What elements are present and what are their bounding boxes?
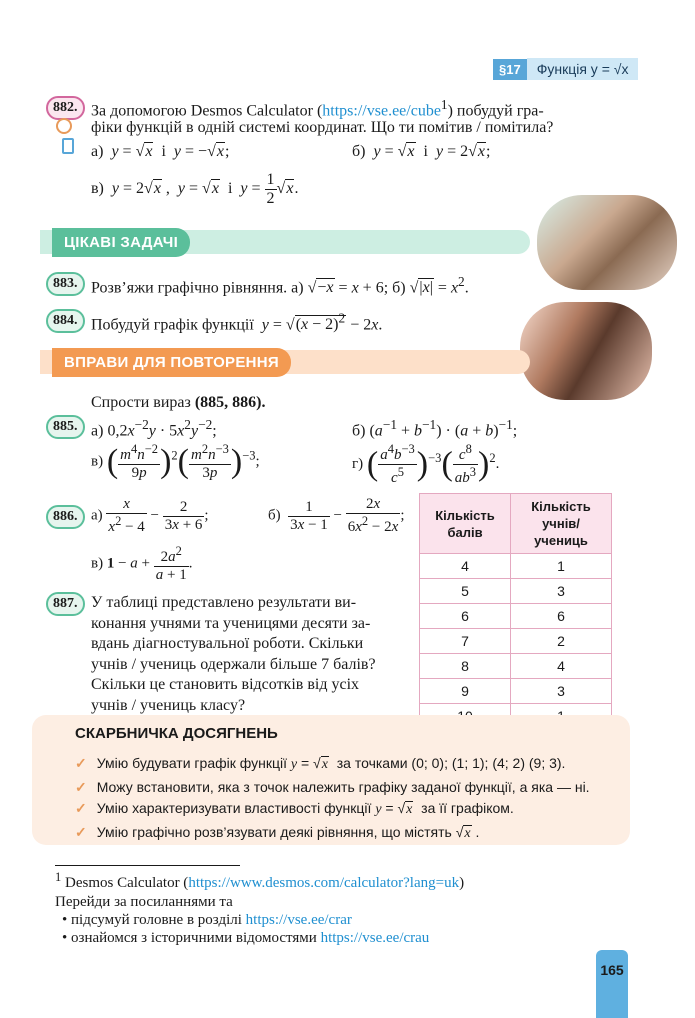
ex885-v: в) ( $\frac{m^4n^{-2}}{9p}$ )$^2$( $\frac{m^2n^{-3}}{3p}$ )$^{-3}$; [91,442,260,481]
table-row: 9 3 [420,679,612,704]
ex885-b: б) $(a^{-1} + b^{-1}) \cdot (a + b)^{-1}$; [352,417,518,440]
checkmark-icon: ✓ [75,755,87,771]
students-photo-2 [520,302,652,400]
ex886-a: а) $\frac{x}{x^2 - 4}$ − $\frac{2}{3x + 6}$ ; [91,496,209,535]
simplify-intro: Спрости вираз (885, 886). [91,394,266,411]
achievement-4: ✓ Умію графічно розв’язувати деякі рівняння, що містять √x . [75,824,480,841]
checkmark-icon: ✓ [75,800,87,816]
ex882-line1: За допомогою Desmos Calculator (https://vse.ee/cube$^1$) побудуй гра- [91,97,544,120]
achievements-title: СКАРБНИЧКА ДОСЯГНЕНЬ [75,725,278,742]
ex885-a: а) $0,2x^{-2}y \cdot 5x^2y^{-2}$; [91,417,217,440]
table-row: 7 2 [420,629,612,654]
links-item-2: • ознайомся з історичними відомостями https://vse.ee/crau [62,930,430,946]
ex882-b: б) y = √x і y = 2√x; [352,143,491,160]
exercise-number-883: 883. [46,272,85,296]
checkmark-icon: ✓ [75,779,87,795]
banner-review: ВПРАВИ ДЛЯ ПОВТОРЕННЯ [52,348,291,377]
footnote: $^1$ Desmos Calculator (https://www.desmos.com/calculator?lang=uk) [55,870,465,891]
ex882-v: в) y = 2√x , y = √x і y = $\frac{1}{2}$ √x. [91,171,299,207]
page-number: 165 [600,962,624,978]
desmos-link[interactable]: https://www.desmos.com/calculator?lang=uk [188,875,460,891]
exercise-number-885: 885. [46,415,85,439]
ex886-v: в) 1 − a + $\frac{2a^2}{a + 1}$ . [91,544,193,583]
ex882-a: а) y = √x і y = −√x; [91,143,230,160]
section-title: Функція y = √x [527,58,639,80]
ex883-text: Розв’яжи графічно рівняння. а) √−x = x + 6; б) $√|x| = x^2$. [91,274,469,297]
table-row: 5 3 [420,579,612,604]
scores-table [419,493,612,729]
section-header [493,58,638,80]
exercise-number-887: 887. [46,592,85,616]
ex882-line2: фіки функцій в одній системі координат. Що ти помітив / помітила? [91,119,554,136]
cube-link[interactable]: https://vse.ee/cube [322,102,441,120]
achievement-2: ✓ Можу встановити, яка з точок належить графіку заданої функції, а яка — ні. [75,779,590,795]
links-item-1: • підсумуй головне в розділі https://vse.ee/crar [62,912,352,928]
achievement-3: ✓ Умію характеризувати властивості функції y = √x за її графіком. [75,800,514,817]
table-row: 4 1 [420,554,612,579]
achievement-1: ✓ Умію будувати графік функції y = √x за точками (0; 0); (1; 1); (4; 2) (9; 3). [75,755,566,772]
banner-interesting: ЦІКАВІ ЗАДАЧІ [52,228,190,257]
phone-icon [62,138,74,154]
table-header: Кількість балів [420,494,511,554]
links-intro: Перейди за посиланнями та [55,894,233,910]
table-row: 6 6 [420,604,612,629]
crar-link[interactable]: https://vse.ee/crar [245,912,352,928]
search-icon [56,118,72,134]
crau-link[interactable]: https://vse.ee/crau [320,930,430,946]
page-number-tab [596,950,628,1018]
checkmark-icon: ✓ [75,824,87,840]
students-photo-1 [537,195,677,290]
table-row: 8 4 [420,654,612,679]
footnote-divider [55,865,240,866]
exercise-number-886: 886. [46,505,85,529]
ex886-b: б) $\frac{1}{3x - 1}$ − $\frac{2x}{6x^2 - 2x}$ ; [268,496,405,535]
ex887-text: У таблиці представлено результати ви- конання учнями та ученицями десяти за- вдань діагностувальної роботи. Скільки учнів / учениць одержали більше 7 балів? Скільки це становить відсотків від усіх учнів / учениць класу? [91,594,376,714]
ex884-text: Побудуй графік функції $y = √(x - 2)^2 - 2x$. [91,311,383,334]
ex885-g: г) ( $\frac{a^4b^{-3}}{c^5}$ )$^{-3}$( $\frac{c^8}{ab^3}$ )$^2$. [352,442,500,486]
table-header: Кількість учнів/учениць [511,494,612,554]
section-badge: §17 [493,59,527,80]
exercise-number-882: 882. [46,96,85,120]
exercise-number-884: 884. [46,309,85,333]
